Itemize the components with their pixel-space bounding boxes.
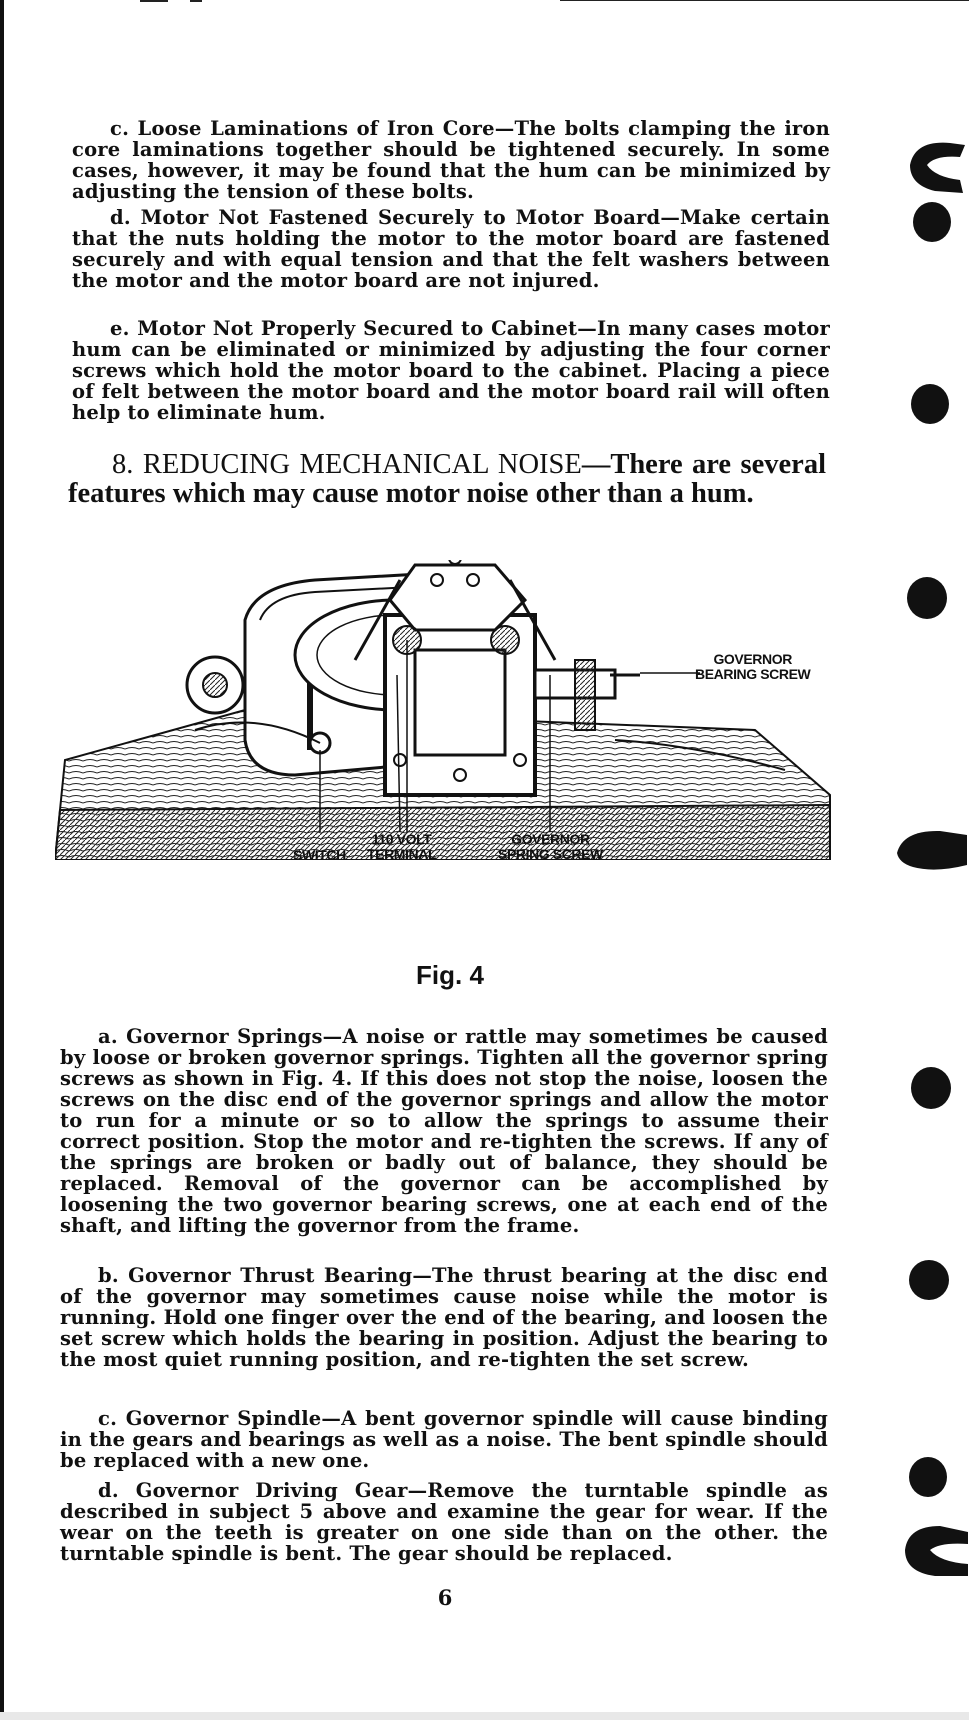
page-number: 6	[437, 1585, 453, 1610]
motor-drawing	[55, 560, 835, 860]
binder-hole	[912, 200, 952, 244]
binder-hole-mark	[895, 825, 969, 875]
label-110-volt-terminal: 110 VOLT TERMINAL	[367, 831, 437, 862]
paragraph-motor-not-fastened: d. Motor Not Fastened Securely to Motor Board—Make certain that the nuts holding the motor to the motor board are fastened securely and with equal tension and that the felt washers between the motor and the motor board are not injured.	[72, 206, 830, 292]
binder-hole	[910, 1065, 952, 1111]
figure-caption: Fig. 4	[416, 960, 484, 990]
binder-hole	[908, 1258, 950, 1302]
section-title: REDUCING MECHANICAL NOISE	[142, 449, 582, 480]
top-rule	[560, 0, 969, 1]
paragraph-governor-thrust-bearing: b. Governor Thrust Bearing—The thrust bearing at the disc end of the governor may sometimes cause noise while the motor is running. Hold one finger over the end of the bearing, and loosen the set screw which holds the bearing in position. Adjust the bearing to the most quiet running position, and re-tighten the set screw.	[60, 1264, 828, 1371]
section-number: 8.	[112, 449, 134, 480]
motor-illustration	[55, 560, 835, 863]
top-rule	[190, 0, 202, 2]
binder-hole-mark	[900, 1520, 969, 1580]
section-intro: —There are several features which may cause motor noise other than a hum.	[68, 449, 826, 509]
top-rule	[140, 0, 168, 2]
binder-hole	[908, 1455, 948, 1499]
binder-hole	[905, 575, 949, 621]
section-heading	[68, 450, 826, 508]
binder-hole	[910, 382, 950, 426]
binder-hole-mark	[905, 135, 969, 195]
label-switch: SWITCH	[293, 847, 346, 863]
motor-board-edge	[55, 805, 830, 860]
label-governor-bearing-screw: GOVERNOR BEARING SCREW	[695, 651, 811, 682]
page-left-edge	[0, 0, 4, 1720]
paragraph-motor-not-secured: e. Motor Not Properly Secured to Cabinet—In many cases motor hum can be eliminated or minimized by adjusting the four corner screws which hold the motor board to the cabinet. Placing a piece of felt between the motor board and the motor board rail will often help to eliminate hum.	[72, 317, 830, 424]
label-governor-spring-screw: GOVERNOR SPRING SCREW	[498, 831, 603, 862]
page-bottom-band	[0, 1712, 969, 1720]
paragraph-governor-springs: a. Governor Springs—A noise or rattle may sometimes be caused by loose or broken governor springs. Tighten all the governor spring screws as shown in Fig. 4. If this does not stop the noise, loosen the screws on the disc end of the governor springs and allow the motor to run for a minute or so to allow the springs to assume their correct position. Stop the motor and re-tighten the screws. If any of the springs are broken or badly out of balance, they should be replaced. Removal of the governor can be accomplished by loosening the two governor bearing screws, one at each end of the shaft, and lifting the governor from the frame.	[60, 1025, 828, 1237]
paragraph-governor-driving-gear: d. Governor Driving Gear—Remove the turntable spindle as described in subject 5 above and examine the gear for wear. If the wear on the teeth is greater on one side than on the other. the turntable spindle is bent. The gear should be replaced.	[60, 1479, 828, 1565]
paragraph-loose-laminations: c. Loose Laminations of Iron Core—The bolts clamping the iron core laminations together should be tightened securely. In some cases, however, it may be found that the hum can be minimized by adjusting the tension of these bolts.	[72, 117, 830, 203]
paragraph-governor-spindle: c. Governor Spindle—A bent governor spindle will cause binding in the gears and bearings as well as a noise. The bent spindle should be replaced with a new one.	[60, 1407, 828, 1472]
